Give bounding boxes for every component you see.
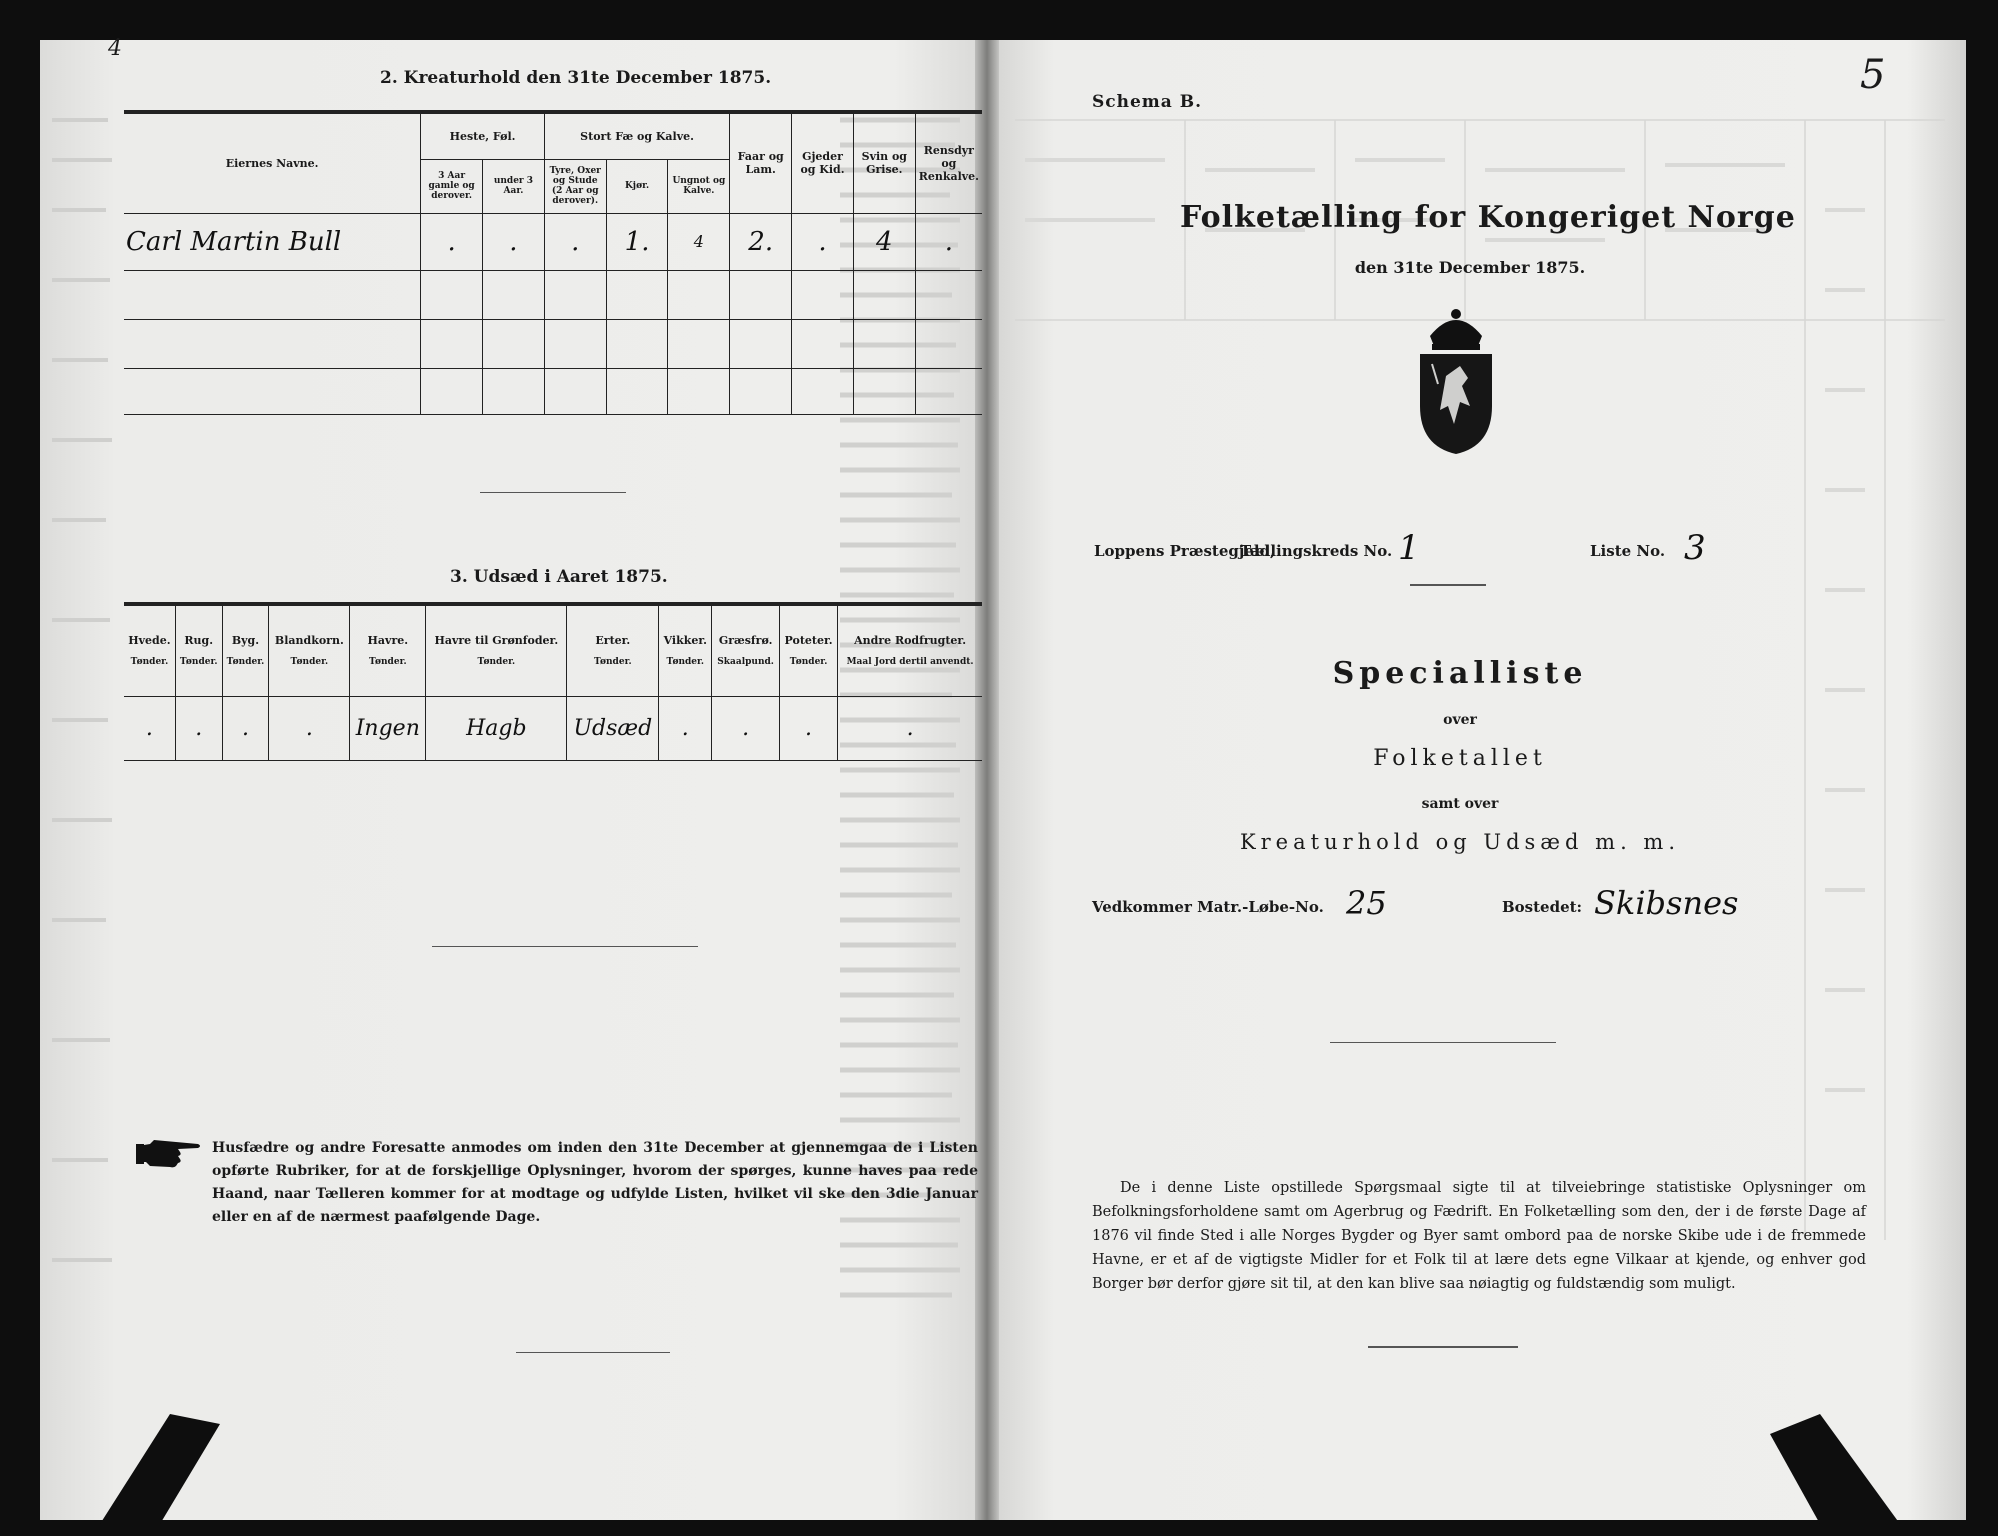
separator-5 (1330, 1042, 1556, 1043)
udsaed-crop-name: Poteter. (784, 634, 833, 648)
bottom-left-shadow (100, 1414, 240, 1528)
udsaed-col-header (269, 606, 350, 697)
bosted-label: Bostedet: (1502, 898, 1583, 916)
main-title: Folketælling for Kongeriget Norge (1180, 200, 1796, 235)
udsaed-crop-name: Rug. (184, 634, 214, 648)
samt-over: samt over (1421, 796, 1499, 812)
cell-faar: 2. (730, 213, 792, 271)
udsaed-table (124, 605, 982, 761)
udsaed-value: Hagb (426, 696, 567, 760)
matr-value: 25 (1346, 884, 1387, 922)
cell-rensdyr: . (915, 213, 982, 271)
date-line: den 31te December 1875. (1354, 258, 1586, 277)
udsaed-crop-name: Hvede. (128, 634, 171, 648)
udsaed-unit: Tønder. (666, 657, 705, 668)
coat-of-arms-icon (1410, 306, 1502, 460)
col-owner-header: Eiernes Navne. (124, 114, 421, 214)
separator-3 (516, 1352, 670, 1353)
separator-6 (1368, 1346, 1518, 1348)
kreds-label: Tællingskreds No. (1240, 542, 1393, 560)
section2-title: 2. Kreaturhold den 31te December 1875. (380, 68, 772, 88)
col-heste-header: Heste, Føl. (421, 114, 545, 160)
udsaed-unit: Tønder. (477, 657, 516, 668)
separator-1 (480, 492, 626, 493)
udsaed-value: . (712, 696, 780, 760)
udsaed-col-header (779, 606, 837, 697)
kreds-value: 1 (1398, 528, 1420, 568)
col-heste-b: under 3 Aar. (483, 160, 545, 213)
udsaed-value-row (124, 696, 982, 760)
udsaed-col-header (426, 606, 567, 697)
udsaed-unit: Maal Jord dertil anvendt. (846, 657, 974, 668)
udsaed-unit: Tønder. (130, 657, 169, 668)
udsaed-unit: Tønder. (226, 657, 265, 668)
udsaed-crop-name: Andre Rodfrugter. (854, 634, 967, 648)
cell-stort-b: 1. (606, 213, 668, 271)
kreaturhold-row (124, 213, 982, 271)
udsaed-col-header (350, 606, 426, 697)
pointing-hand-icon (136, 1136, 202, 1174)
col-gjeder-header: Gjeder og Kid. (792, 114, 854, 214)
col-stort-a: Tyre, Oxer og Stude (2 Aar og derover). (544, 160, 606, 213)
cell-svin: 4 (853, 213, 915, 271)
udsaed-unit: Tønder. (594, 657, 632, 668)
folketallet-label: Folketallet (1373, 746, 1547, 771)
bleed-through-left (48, 100, 118, 1300)
owner-name: Carl Martin Bull (124, 213, 421, 271)
footer-text: De i denne Liste opstillede Spørgsmaal sigte til at tilveiebringe statistiske Oplysninger om Befolkningsforholdene samt om Agerbrug og Fædrift. En Folketælling som den, der i de første Dage af 1876 vil finde Sted i alle Norges Bygder og Byer samt ombord paa de norske Skibe ude i de fremmede Havne, er et af de vigtigste Midler for et Folk til at lære dets egne Vilkaar at kjende, og enhver god Borger bør derfor gjøre sit til, at den kan blive saa nøiagtig og fuldstændig som muligt. (1092, 1180, 1866, 1292)
udsaed-value: . (269, 696, 350, 760)
udsaed-col-header (712, 606, 780, 697)
udsaed-unit: Tønder. (179, 657, 218, 668)
col-stort-header: Stort Fæ og Kalve. (544, 114, 729, 160)
udsaed-value: . (124, 696, 175, 760)
bottom-right-shadow (1760, 1414, 1900, 1528)
udsaed-crop-name: Havre. (367, 634, 409, 648)
col-stort-c: Ungnot og Kalve. (668, 160, 730, 213)
udsaed-unit: Tønder. (369, 657, 407, 668)
col-rensdyr-header: Rensdyr og Renkalve. (915, 114, 982, 214)
bosted-value: Skibsnes (1594, 884, 1739, 922)
udsaed-col-header (659, 606, 712, 697)
specialliste-title: Specialliste (1332, 656, 1588, 691)
udsaed-unit: Tønder. (290, 657, 329, 668)
schema-label: Schema B. (1092, 92, 1203, 112)
separator-2 (432, 946, 698, 947)
cell-gjeder: . (792, 213, 854, 271)
udsaed-value: . (175, 696, 222, 760)
corner-mark: 4 (108, 36, 122, 61)
udsaed-crop-name: Havre til Grønfoder. (434, 634, 559, 648)
matr-label: Vedkommer Matr.-Løbe-No. (1092, 898, 1324, 916)
udsaed-value: . (838, 696, 982, 760)
cell-heste-a: . (421, 213, 483, 271)
udsaed-unit: Tønder. (789, 657, 828, 668)
udsaed-crop-name: Byg. (231, 634, 260, 648)
instruction-notice: Husfædre og andre Foresatte anmodes om inden den 31te December at gjennemgaa de i Listen opførte Rubriker, for at de forskjellige Oplysninger, hvorom der spørges, kunne haves paa rede Haand, naar Tælleren kommer for at modtage og udfylde Listen, hvilket vil ske den 3die Januar eller en af de nærmest paafølgende Dage. (212, 1140, 978, 1225)
udsaed-value: Udsæd (567, 696, 659, 760)
udsaed-value: . (659, 696, 712, 760)
col-svin-header: Svin og Grise. (853, 114, 915, 214)
udsaed-crop-name: Blandkorn. (274, 634, 344, 648)
liste-label: Liste No. (1590, 542, 1666, 560)
prestegjeld-label: Loppens Præstegjeld, (1094, 542, 1276, 560)
col-stort-b: Kjør. (606, 160, 668, 213)
cell-stort-a: . (544, 213, 606, 271)
udsaed-crop-name: Græsfrø. (718, 634, 773, 648)
bleed-lines (48, 100, 118, 1300)
cell-stort-c: 4 (668, 213, 730, 271)
separator-4 (1410, 584, 1486, 586)
kreaturhold-table (124, 113, 982, 415)
udsaed-crop-name: Erter. (595, 634, 631, 648)
udsaed-col-header (124, 606, 175, 697)
udsaed-value: . (779, 696, 837, 760)
col-faar-header: Faar og Lam. (730, 114, 792, 214)
udsaed-col-header (838, 606, 982, 697)
cell-heste-b: . (483, 213, 545, 271)
udsaed-unit: Skaalpund. (717, 657, 774, 668)
udsaed-value: . (222, 696, 269, 760)
udsaed-value: Ingen (350, 696, 426, 760)
udsaed-col-header (567, 606, 659, 697)
liste-value: 3 (1684, 528, 1706, 568)
udsaed-crop-name: Vikker. (663, 634, 707, 648)
udsaed-header-row (124, 606, 982, 697)
kreaturhold-label: Kreaturhold og Udsæd m. m. (1239, 830, 1681, 854)
over-1: over (1443, 712, 1477, 728)
col-heste-a: 3 Aar gamle og derover. (421, 160, 483, 213)
udsaed-col-header (175, 606, 222, 697)
section3-title: 3. Udsæd i Aaret 1875. (450, 567, 668, 587)
page-number: 5 (1860, 52, 1886, 98)
udsaed-col-header (222, 606, 269, 697)
